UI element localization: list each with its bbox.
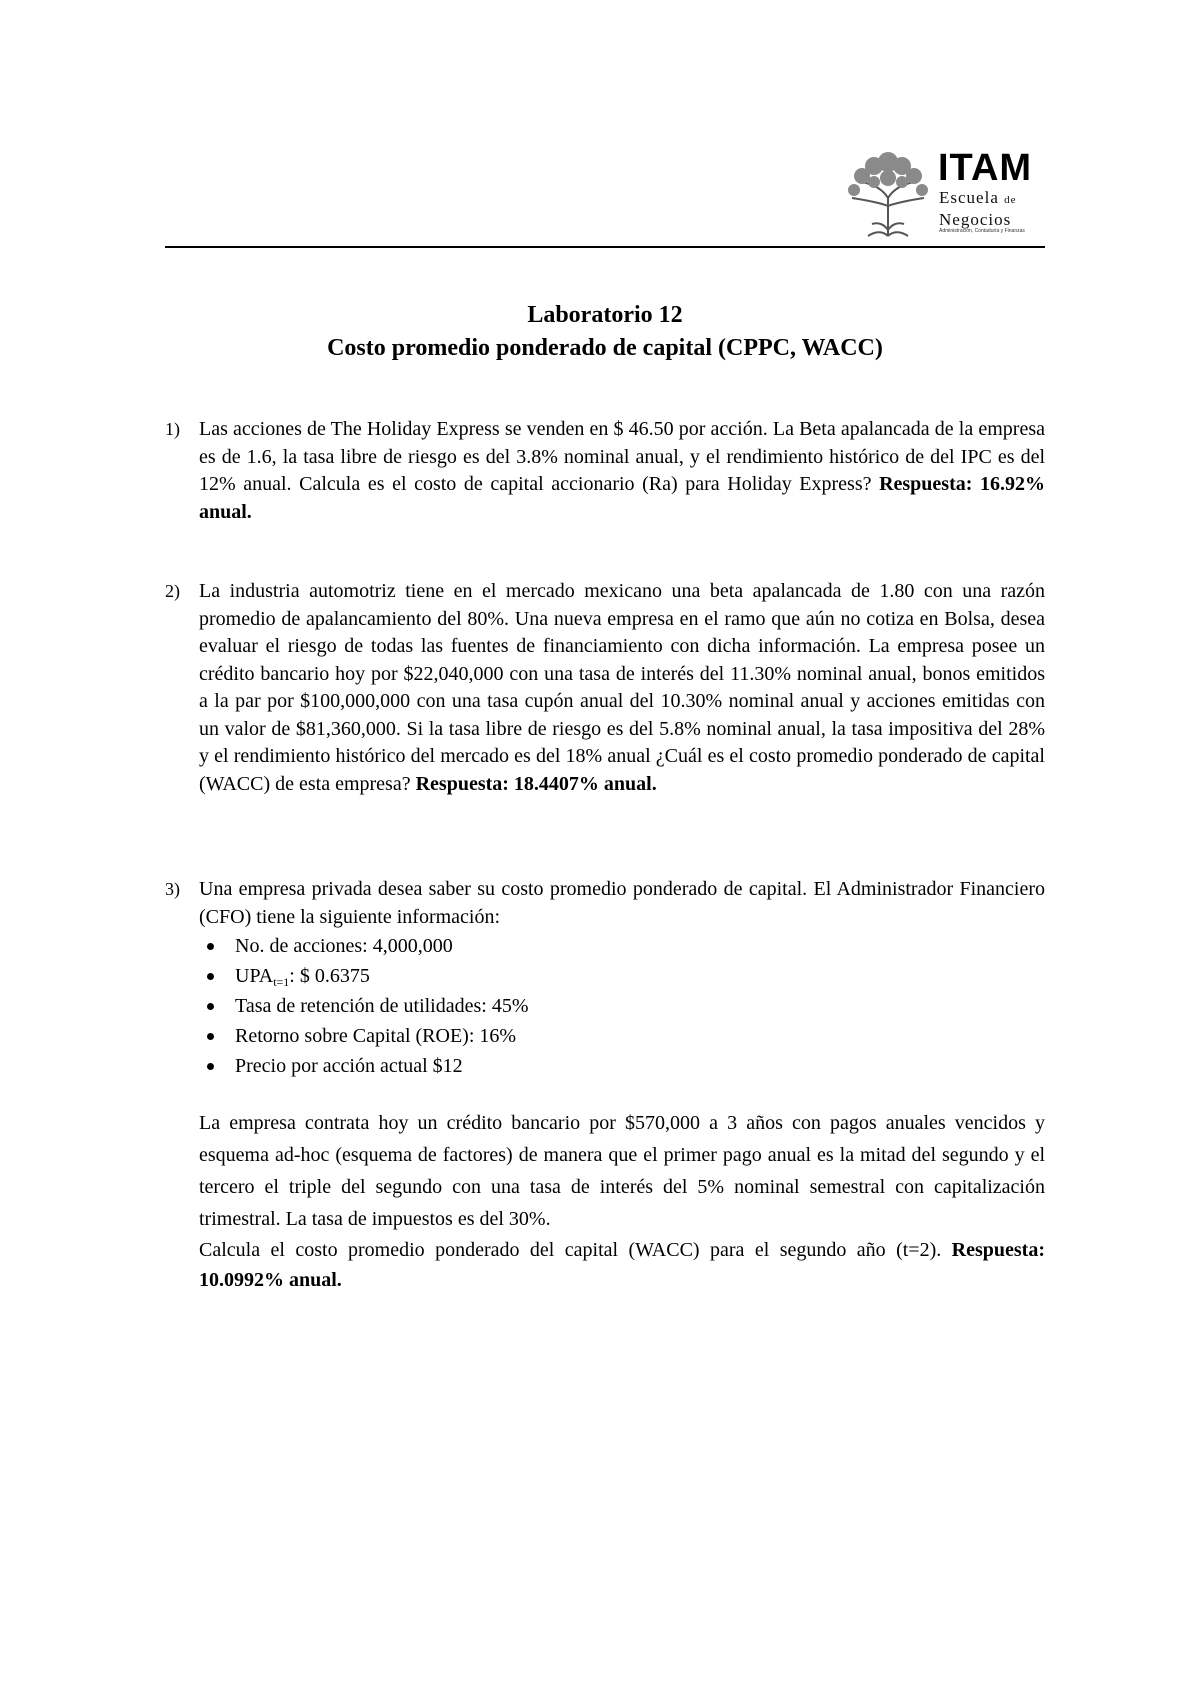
page-subtitle: Costo promedio ponderado de capital (CPPC, WACC) — [327, 335, 883, 361]
answer: Respuesta: 10.0992% anual. — [199, 1239, 1045, 1291]
list-item: Retorno sobre Capital (ROE): 16% — [199, 1021, 1045, 1051]
itam-logo — [842, 148, 1040, 248]
problem-number: 2) — [165, 581, 180, 601]
list-item: No. de acciones: 4,000,000 — [199, 931, 1045, 961]
problem-number: 3) — [165, 879, 180, 899]
bullet-icon — [207, 943, 214, 950]
list-item: $UPA_{t=1}$: $ 0.6375 — [199, 961, 1045, 991]
bullet-icon — [207, 1063, 214, 1070]
problem-paragraph: La empresa contrata hoy un crédito bancario por $570,000 a 3 años con pagos anuales vencidos y esquema ad-hoc (esquema de factores) de manera que el primer pago anual es la mitad del segundo y el tercero el triple del segundo con una tasa de interés del 5% nominal semestral con capitalización trimestral. La tasa de impuestos es del 30%. — [199, 1112, 1045, 1230]
page-title: Laboratorio 12 — [527, 302, 683, 328]
header-divider — [165, 246, 1045, 248]
itam-wordmark: ITAM — [938, 147, 1033, 189]
logo-fine-print: Administración, Contaduría y Finanzas — [939, 228, 1025, 234]
answer: Respuesta: 16.92% anual. — [199, 473, 1045, 523]
school-line-2: Negocios — [939, 210, 1012, 229]
bullet-icon — [207, 973, 214, 980]
problem-number: 1) — [165, 419, 180, 439]
bullet-icon — [207, 1033, 214, 1040]
problem-2 — [165, 578, 1045, 798]
tree-emblem-icon — [842, 148, 934, 240]
school-name — [939, 188, 1017, 229]
list-item: Precio por acción actual $12 — [199, 1051, 1045, 1081]
problem-1 — [165, 416, 1045, 526]
problem-text: La industria automotriz tiene en el mercado mexicano una beta apalancada de 1.80 con una razón promedio de apalancamiento del 80%. Una nueva empresa en el ramo que aún no cotiza en Bolsa, desea evaluar el riesgo de todas las fuentes de financiamiento con dicha información. La empresa posee un crédito bancario hoy por $22,040,000 con una tasa de interés del 11.30% nominal anual, bonos emitidos a la par por $100,000,000 con una tasa cupón anual del 10.30% nominal anual y acciones emitidas con un valor de $81,360,000. Si la tasa libre de riesgo es del 5.8% nominal anual, la tasa impositiva del 28% y el rendimiento histórico del mercado es del 18% anual ¿Cuál es el costo promedio ponderado de capital (WACC) de esta empresa? Respuesta: 18.4407% anual. — [199, 580, 1045, 795]
info-list — [199, 931, 1045, 1081]
school-line-1: Escuela de — [939, 188, 1017, 207]
answer: Respuesta: 18.4407% anual. — [415, 772, 657, 795]
problem-text: Las acciones de The Holiday Express se venden en $ 46.50 por acción. La Beta apalancada de la empresa es de 1.6, la tasa libre de riesgo es del 3.8% nominal anual, y el rendimiento histórico de del IPC es del 12% anual. Calcula es el costo de capital accionario (Ra) para Holiday Express? Respuesta: 16.92% anual. — [199, 418, 1045, 523]
bullet-icon — [207, 1003, 214, 1010]
problem-question: Calcula el costo promedio ponderado del capital (WACC) para el segundo año (t=2). Respuesta: 10.0992% anual. — [199, 1239, 1045, 1291]
problem-3 — [165, 876, 1045, 1295]
list-item: Tasa de retención de utilidades: 45% — [199, 991, 1045, 1021]
problem-intro: Una empresa privada desea saber su costo promedio ponderado de capital. El Administrador Financiero (CFO) tiene la siguiente información: — [199, 878, 1045, 928]
